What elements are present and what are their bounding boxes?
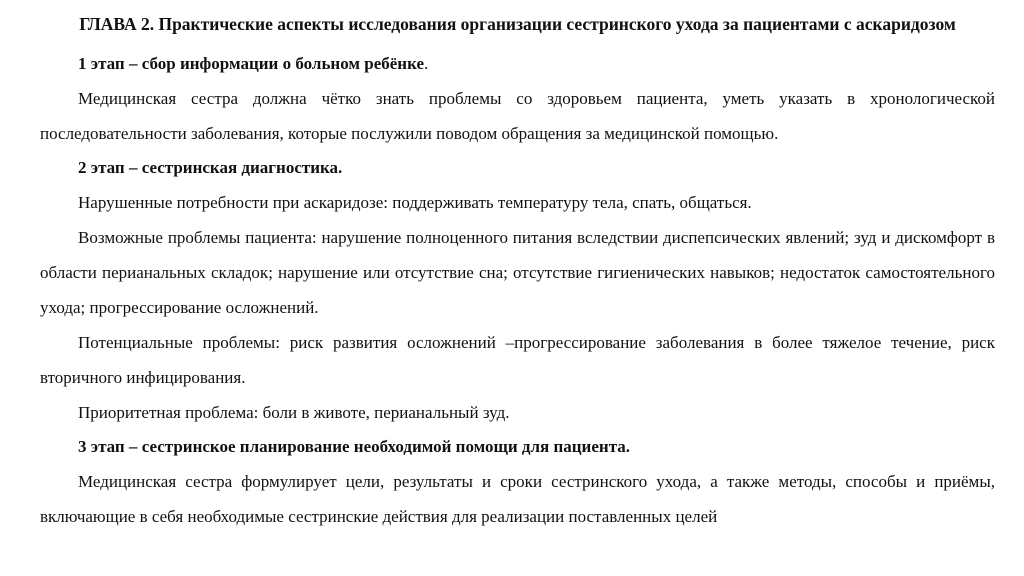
paragraph-possible-problems: Возможные проблемы пациента: нарушение полноценного питания вследствии диспепсических явлений; зуд и дискомфорт в области перианальных складок; нарушение или отсутствие сна; отсутствие гигиенических навыков; недостаток самостоятельного ухода; прогрессирование осложнений. (40, 228, 995, 317)
stage-3-heading: 3 этап – сестринское планирование необходимой помощи для пациента. (78, 437, 631, 456)
stage-2-heading: 2 этап – сестринская диагностика. (78, 158, 343, 177)
stage-1-heading (40, 46, 995, 81)
paragraph-impaired-needs: Нарушенные потребности при аскаридозе: поддерживать температуру тела, спать, общаться. (78, 193, 752, 212)
chapter-title: ГЛАВА 2. Практические аспекты исследования организации сестринского ухода за пациентами с аскаридозом (79, 14, 956, 34)
paragraph-priority-problem: Приоритетная проблема: боли в животе, перианальный зуд. (78, 403, 510, 422)
paragraph-nurse-planning: Медицинская сестра формулирует цели, результаты и сроки сестринского ухода, а также методы, способы и приёмы, включающие в себя необходимые сестринские действия для реализации поставленных целей (40, 472, 995, 526)
stage-1-heading-text: 1 этап – сбор информации о больном ребёнке (78, 54, 424, 73)
stage-1-heading-period: . (424, 54, 429, 73)
paragraph-potential-problems: Потенциальные проблемы: риск развития осложнений –прогрессирование заболевания в более тяжелое течение, риск вторичного инфицирования. (40, 333, 995, 387)
paragraph-nurse-knowledge: Медицинская сестра должна чётко знать проблемы со здоровьем пациента, уметь указать в хронологической последовательности заболевания, которые послужили поводом обращения за медицинской помощью. (40, 89, 995, 143)
